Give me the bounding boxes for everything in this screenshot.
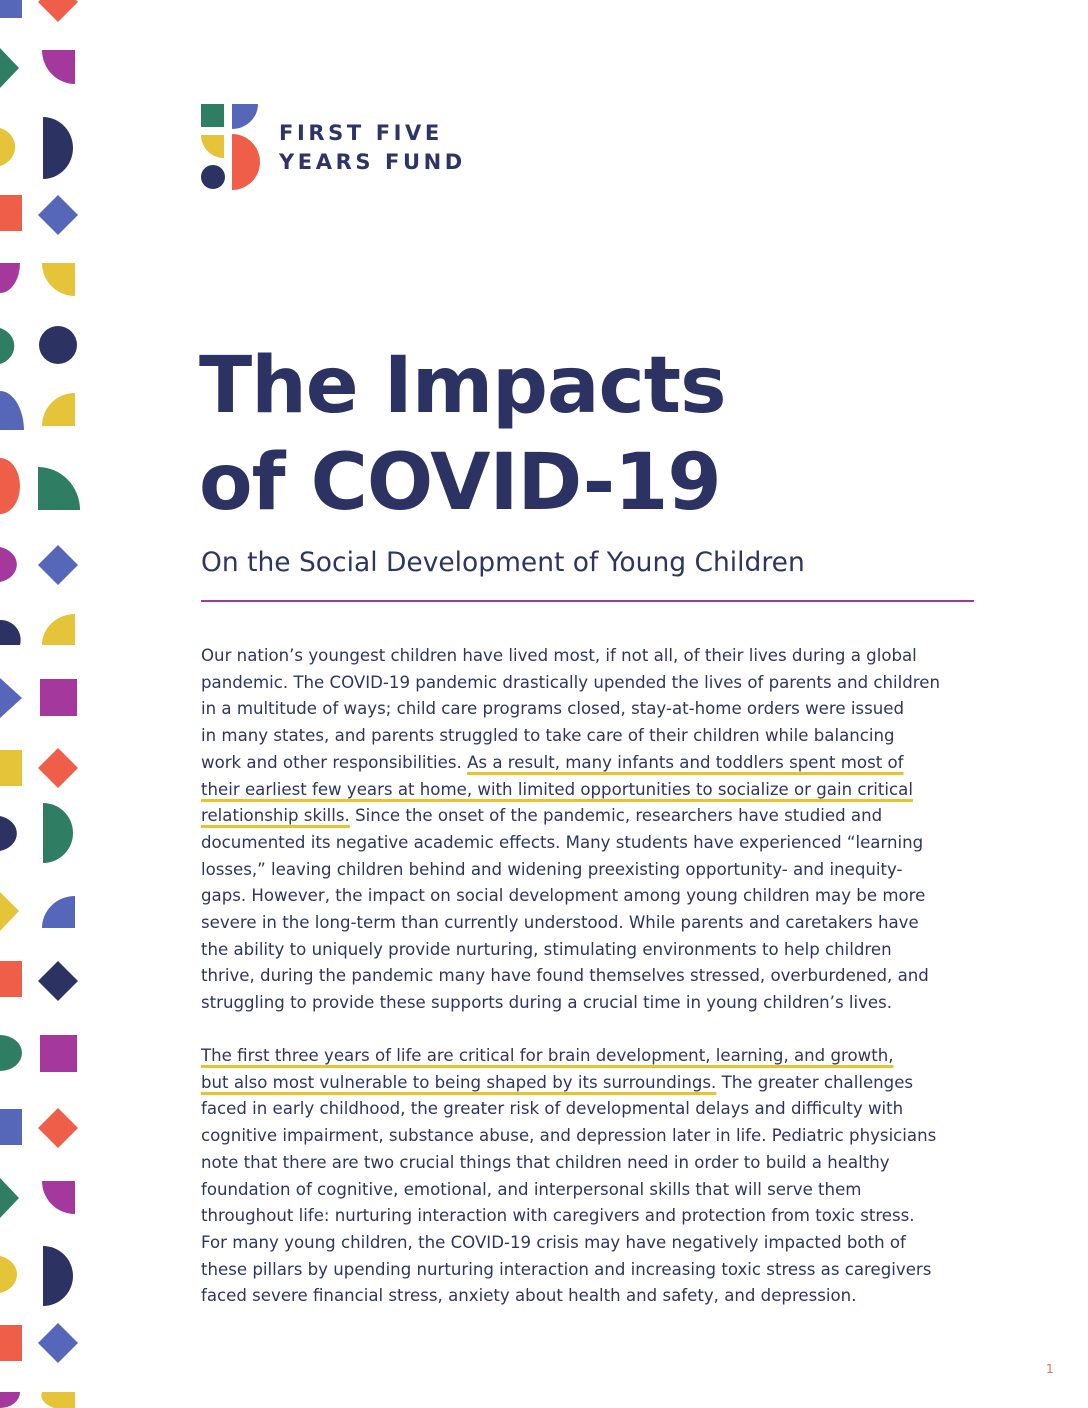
decorative-shape-column bbox=[0, 0, 96, 1408]
quarter-circle-shape bbox=[42, 896, 75, 928]
square-shape bbox=[0, 1109, 22, 1145]
brand-name-line1: FIRST FIVE bbox=[279, 121, 443, 145]
half-circle-shape bbox=[0, 128, 15, 166]
text-line: pandemic. The COVID-19 pandemic drastically upended the lives of parents and children bbox=[201, 672, 940, 692]
text-line: but also most vulnerable to being shaped by its surroundings. The greater challenges bbox=[201, 1072, 914, 1092]
quarter-circle-shape bbox=[42, 1181, 75, 1214]
half-circle-shape bbox=[43, 803, 73, 863]
triangle-shape bbox=[0, 1178, 19, 1218]
quarter-circle-shape bbox=[38, 467, 80, 510]
diamond-shape bbox=[38, 195, 78, 235]
text-line: For many young children, the COVID-19 crisis may have negatively impacted both of bbox=[201, 1232, 906, 1252]
brand-logo bbox=[201, 104, 481, 190]
quarter-circle-shape bbox=[0, 620, 21, 645]
triangle-shape bbox=[0, 48, 19, 88]
half-circle-shape bbox=[0, 816, 17, 851]
page-title bbox=[199, 338, 999, 532]
quarter-circle-shape bbox=[42, 50, 75, 84]
text-line: documented its negative academic effects. Many students have experienced “learning bbox=[201, 832, 924, 852]
square-shape bbox=[0, 0, 22, 18]
quarter-circle-shape bbox=[41, 1392, 75, 1408]
text-line: the ability to uniquely provide nurturing, stimulating environments to help children bbox=[201, 939, 892, 959]
text-line: throughout life: nurturing interaction with caregivers and protection from toxic stress. bbox=[201, 1206, 915, 1226]
divider-rule bbox=[201, 600, 974, 602]
text-line: relationship skills. Since the onset of the pandemic, researchers have studied and bbox=[201, 806, 883, 826]
circle-shape bbox=[39, 326, 77, 364]
square-shape bbox=[0, 961, 22, 997]
half-circle-shape bbox=[43, 1246, 73, 1306]
half-circle-shape bbox=[0, 1035, 22, 1071]
square-shape bbox=[0, 750, 22, 786]
highlighted-text: but also most vulnerable to being shaped by its surroundings. bbox=[201, 1072, 717, 1092]
text-line: thrive, during the pandemic many have found themselves stressed, overburdened, and bbox=[201, 966, 929, 986]
paragraph-1 bbox=[201, 643, 991, 1017]
brand-name bbox=[279, 119, 466, 177]
page-subtitle: On the Social Development of Young Children bbox=[201, 547, 805, 578]
square-shape bbox=[40, 1035, 77, 1072]
quarter-circle-shape bbox=[0, 1392, 20, 1408]
highlighted-text: their earliest few years at home, with limited opportunities to socialize or gain critical bbox=[201, 779, 913, 799]
text-line: cognitive impairment, substance abuse, and depression later in life. Pediatric physicians bbox=[201, 1126, 937, 1146]
title-line1: The Impacts bbox=[199, 341, 726, 431]
square-shape bbox=[0, 1325, 22, 1361]
text-line: note that there are two crucial things that children need in order to build a healthy bbox=[201, 1152, 890, 1172]
diamond-shape bbox=[0, 678, 22, 718]
diamond-shape bbox=[38, 961, 78, 1001]
half-circle-shape bbox=[0, 1256, 17, 1293]
diamond-shape bbox=[38, 748, 78, 788]
text-line: losses,” leaving children behind and widening preexisting opportunity- and inequity- bbox=[201, 859, 903, 879]
text-line bbox=[201, 777, 991, 804]
text-line: foundation of cognitive, emotional, and interpersonal skills that will serve them bbox=[201, 1179, 862, 1199]
brand-name-line2: YEARS FUND bbox=[279, 150, 466, 174]
text-line: in many states, and parents struggled to take care of their children while balancing bbox=[201, 726, 895, 746]
text-line: struggling to provide these supports during a crucial time in young children’s lives. bbox=[201, 993, 893, 1013]
highlighted-text: relationship skills. bbox=[201, 806, 350, 826]
square-shape bbox=[0, 195, 22, 231]
quarter-circle-shape bbox=[42, 614, 75, 645]
text-line: gaps. However, the impact on social development among young children may be more bbox=[201, 886, 926, 906]
text-line: Our nation’s youngest children have lived most, if not all, of their lives during a global bbox=[201, 646, 917, 665]
text-line: in a multitude of ways; child care programs closed, stay-at-home orders were issued bbox=[201, 699, 904, 719]
text-line: faced severe financial stress, anxiety about health and safety, and depression. bbox=[201, 1286, 857, 1306]
paragraph-2 bbox=[201, 1043, 991, 1310]
triangle-shape bbox=[0, 892, 19, 931]
text-line: faced in early childhood, the greater risk of developmental delays and difficulty with bbox=[201, 1099, 904, 1119]
half-circle-shape bbox=[0, 547, 17, 582]
highlighted-text: The first three years of life are critical for brain development, learning, and growth, bbox=[201, 1046, 894, 1065]
quarter-circle-shape bbox=[42, 393, 75, 426]
text-line: severe in the long-term than currently understood. While parents and caretakers have bbox=[201, 913, 919, 933]
quarter-circle-shape bbox=[42, 263, 75, 296]
highlighted-text: As a result, many infants and toddlers spent most of bbox=[467, 752, 904, 772]
diamond-shape bbox=[38, 545, 78, 585]
quarter-circle-shape bbox=[0, 263, 20, 293]
diamond-shape bbox=[38, 0, 78, 22]
quarter-circle-shape bbox=[0, 391, 24, 430]
half-circle-shape bbox=[43, 117, 73, 179]
half-circle-shape bbox=[0, 328, 14, 364]
diamond-shape bbox=[38, 1323, 78, 1363]
title-line2: of COVID-19 bbox=[199, 438, 721, 528]
half-circle-shape bbox=[0, 458, 20, 514]
page-number: 1 bbox=[1046, 1362, 1054, 1376]
text-line: these pillars by upending nurturing interaction and increasing toxic stress as caregivers bbox=[201, 1259, 932, 1279]
text-line: work and other responsibilities. As a result, many infants and toddlers spent most of bbox=[201, 752, 904, 772]
square-shape bbox=[40, 679, 77, 716]
logo-mark-icon bbox=[201, 104, 261, 190]
text-line bbox=[201, 1043, 991, 1070]
diamond-shape bbox=[38, 1108, 78, 1148]
